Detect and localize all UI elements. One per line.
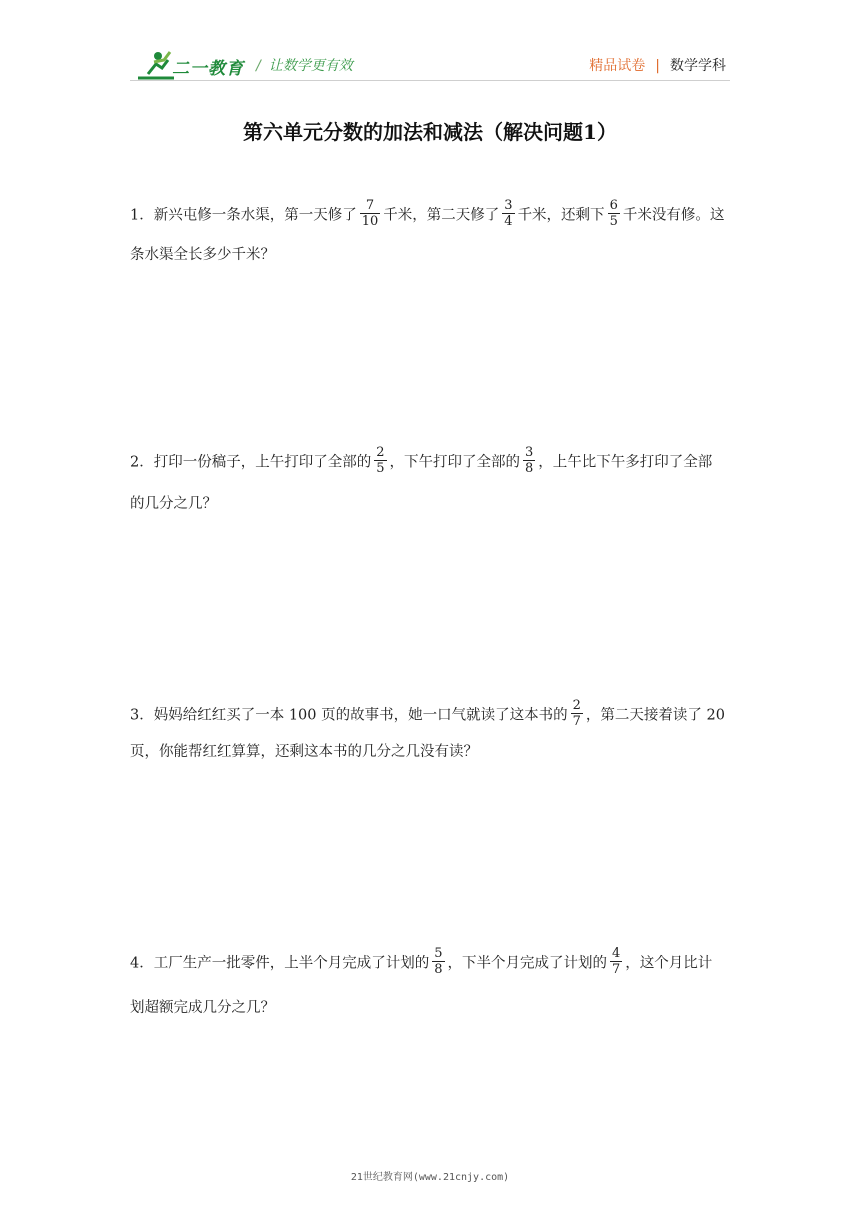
fraction: $\frac{2}{5}$ bbox=[376, 445, 385, 476]
fraction: $\frac{3}{8}$ bbox=[525, 445, 534, 476]
problem-4-line-1: 4．工厂生产一批零件，上半个月完成了计划的 $\frac{5}{8}$ ，下半个月完成了计划的 $\frac{4}{7}$ ，这个月比计 bbox=[130, 946, 713, 977]
problem-1-line-2: 条水渠全长多少千米？ bbox=[130, 247, 275, 263]
brand-name: 二一教育 bbox=[172, 59, 244, 79]
problem-1-line-1: 1．新兴屯修一条水渠，第一天修了 $\frac{7}{10}$ 千米，第二天修了 $\frac{3}{4}$ 千米，还剩下 $\frac{6}{5}$ 千米没有修。这 bbox=[130, 198, 725, 229]
fraction: $\frac{2}{7}$ bbox=[572, 698, 581, 729]
tag-quality-paper: 精品试卷 bbox=[589, 58, 646, 74]
problem-3-line-1: 3．妈妈给红红买了一本 100 页的故事书，她一口气就读了这本书的 $\frac{2}{7}$ ，第二天接着读了 20 bbox=[130, 698, 725, 729]
fraction: $\frac{7}{10}$ bbox=[361, 198, 379, 229]
problem-2-line-2: 的几分之几？ bbox=[130, 496, 217, 512]
fraction: $\frac{3}{4}$ bbox=[504, 198, 513, 229]
fraction: $\frac{5}{8}$ bbox=[434, 946, 443, 977]
page-header bbox=[0, 0, 860, 90]
problem-2-line-1: 2．打印一份稿子，上午打印了全部的 $\frac{2}{5}$ ，下午打印了全部的 $\frac{3}{8}$ ，上午比下午多打印了全部 bbox=[130, 445, 713, 476]
problem-4-line-2: 划超额完成几分之几？ bbox=[130, 1000, 275, 1016]
tag-subject: 数学学科 bbox=[670, 58, 726, 74]
header-tags: 精品试卷 | 数学学科 bbox=[589, 58, 726, 74]
page-title: 第六单元分数的加法和减法（解决问题1） bbox=[243, 120, 617, 144]
page-footer: 21世纪教育网(www.21cnjy.com) bbox=[350, 1172, 510, 1183]
fraction: $\frac{6}{5}$ bbox=[609, 198, 618, 229]
header-divider bbox=[130, 80, 730, 81]
slogan: / 让数学更有效 bbox=[256, 58, 353, 74]
problem-3-line-2: 页，你能帮红红算算，还剩这本书的几分之几没有读？ bbox=[130, 744, 478, 760]
fraction: $\frac{4}{7}$ bbox=[612, 946, 621, 977]
